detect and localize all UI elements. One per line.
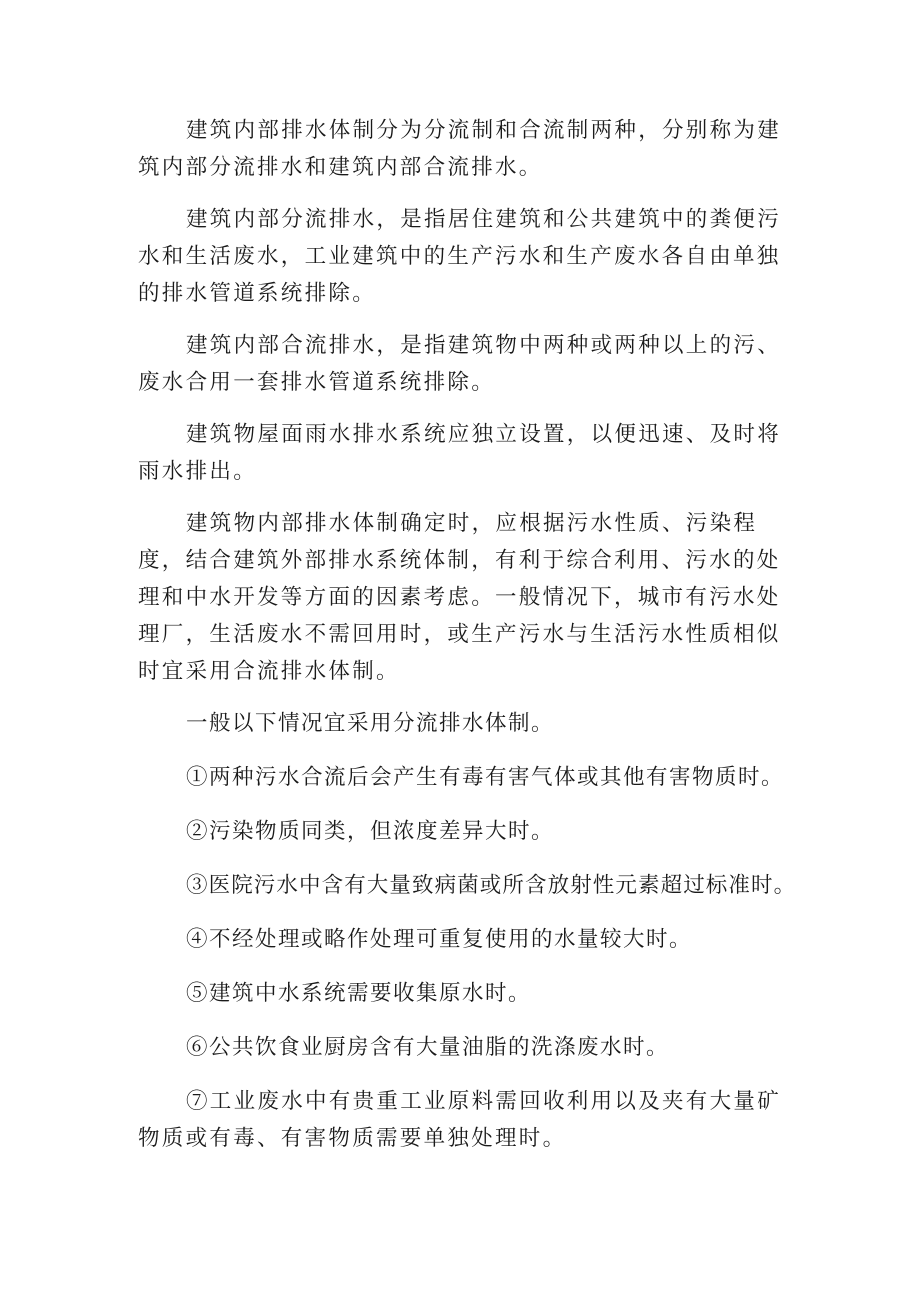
list-item: ⑥公共饮食业厨房含有大量油脂的洗涤废水时。: [186, 1035, 670, 1060]
list-item: ③医院污水中含有大量致病菌或所含放射性元素超过标准时。: [186, 873, 797, 898]
paragraph-list-intro: 一般以下情况宜采用分流排水体制。: [186, 711, 555, 736]
document-body: [138, 112, 798, 1172]
paragraph-roof-rainwater: 建筑物屋面雨水排水系统应独立设置，以便迅速、及时将雨水排出。: [138, 422, 782, 484]
list-item: ⑦工业废水中有贵重工业原料需回收利用以及夹有大量矿物质或有毒、有害物质需要单独处理时。: [138, 1089, 782, 1151]
list-item: ⑤建筑中水系统需要收集原水时。: [186, 981, 532, 1006]
paragraph-system-selection: 建筑物内部排水体制确定时，应根据污水性质、污染程度，结合建筑外部排水系统体制，有利于综合利用、污水的处理和中水开发等方面的因素考虑。一般情况下，城市有污水处理厂，生活废水不需回用时，或生产污水与生活污水性质相似时宜采用合流排水体制。: [138, 511, 781, 684]
list-item: ①两种污水合流后会产生有毒有害气体或其他有害物质时。: [186, 765, 785, 790]
list-item: ④不经处理或略作处理可重复使用的水量较大时。: [186, 927, 693, 952]
paragraph-drainage-systems: 建筑内部排水体制分为分流制和合流制两种，分别称为建筑内部分流排水和建筑内部合流排水。: [138, 118, 782, 180]
list-item: ②污染物质同类，但浓度差异大时。: [186, 819, 555, 844]
paragraph-separate-drainage: 建筑内部分流排水，是指居住建筑和公共建筑中的粪便污水和生活废水，工业建筑中的生产污水和生产废水各自由单独的排水管道系统排除。: [138, 207, 782, 306]
paragraph-combined-drainage: 建筑内部合流排水，是指建筑物中两种或两种以上的污、废水合用一套排水管道系统排除。: [138, 333, 782, 395]
